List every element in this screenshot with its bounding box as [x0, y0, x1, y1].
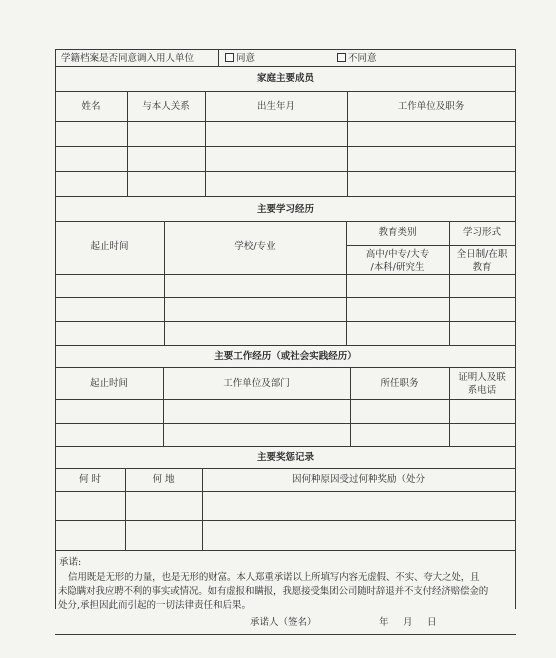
- awards-row[interactable]: [56, 492, 515, 520]
- work-row[interactable]: [56, 400, 515, 423]
- checkbox-icon: [337, 53, 346, 62]
- family-header-name: 姓名: [81, 101, 101, 112]
- work-header-unit: 工作单位及部门: [223, 378, 290, 389]
- study-row[interactable]: [56, 275, 515, 297]
- rule: [55, 66, 516, 67]
- rule: [55, 91, 516, 92]
- agree-checkbox[interactable]: [225, 53, 255, 65]
- awards-section-title: 主要奖惩记录: [256, 452, 314, 463]
- awards-header-where: 何 地: [152, 474, 175, 485]
- rule: [346, 245, 516, 246]
- pledge-text-line-3: 处分,承担因此而引起的一切法律责任和后果。: [58, 600, 252, 611]
- agree-label: 同意: [236, 53, 256, 64]
- work-header-period: 起止时间: [89, 378, 128, 389]
- pledge-heading: 承诺:: [59, 557, 82, 568]
- pledge-date-month: 月: [403, 617, 413, 628]
- pledge-date-day: 日: [427, 617, 437, 628]
- rule: [55, 446, 516, 447]
- rule-right: [515, 49, 516, 609]
- checkbox-icon: [225, 53, 234, 62]
- work-header-position: 所任职务: [380, 378, 419, 389]
- study-section-title: 主要学习经历: [256, 204, 314, 215]
- rule: [218, 49, 219, 66]
- rule: [55, 196, 516, 197]
- study-header-edu-type: 教育类别: [378, 227, 417, 238]
- pledge-text-line-2: 未隐瞒对我应聘不利的事实或情况。如有虚报和瞒报，我愿接受集团公司随时辞退并不支付经济赔偿金的: [58, 586, 489, 597]
- awards-row[interactable]: [56, 521, 515, 550]
- pledge-signer-label: 承诺人（签名）: [250, 617, 317, 628]
- work-row[interactable]: [56, 424, 515, 446]
- rule: [55, 221, 516, 222]
- pledge-text-line-1: 信用既是无形的力量，也是无形的财富。本人郑重承诺以上所填写内容无虚假、不实、夸大之处，且: [68, 572, 480, 583]
- study-form-options-1: 全日制/在职: [456, 249, 508, 260]
- disagree-checkbox[interactable]: [337, 53, 377, 65]
- rule-top: [55, 49, 516, 50]
- transfer-question-label: 学籍档案是否同意调入用人单位: [61, 53, 195, 64]
- family-header-birth: 出生年月: [256, 101, 295, 112]
- pledge-date-year: 年: [379, 617, 389, 628]
- study-edu-type-options-2: /本科/研究生: [370, 262, 425, 273]
- signature-field[interactable]: [325, 614, 375, 630]
- work-header-witness-1: 证明人及联: [458, 372, 506, 383]
- rule-bottom: [55, 634, 516, 635]
- disagree-label: 不同意: [348, 53, 377, 64]
- work-section-title: 主要工作经历（或社会实践经历）: [214, 351, 357, 362]
- study-header-study-form: 学习形式: [462, 227, 501, 238]
- awards-header-reason: 因何种原因受过何种奖励（处分: [291, 474, 425, 485]
- study-row[interactable]: [56, 298, 515, 321]
- rule: [55, 345, 516, 346]
- study-edu-type-options-1: 高中/中专/大专: [365, 249, 430, 260]
- rule: [55, 367, 516, 368]
- study-form-options-2: 教育: [472, 262, 492, 273]
- rule: [55, 550, 516, 551]
- family-row[interactable]: [56, 147, 515, 171]
- work-header-witness-2: 系电话: [467, 385, 497, 396]
- family-section-title: 家庭主要成员: [256, 73, 314, 84]
- family-row[interactable]: [56, 122, 515, 146]
- family-header-relation: 与本人关系: [142, 101, 190, 112]
- family-row[interactable]: [56, 172, 515, 196]
- study-header-period: 起止时间: [90, 241, 129, 252]
- study-header-school: 学校/专业: [234, 241, 276, 252]
- awards-header-when: 何 时: [78, 474, 102, 485]
- study-row[interactable]: [56, 322, 515, 345]
- family-header-work-unit: 工作单位及职务: [397, 101, 465, 112]
